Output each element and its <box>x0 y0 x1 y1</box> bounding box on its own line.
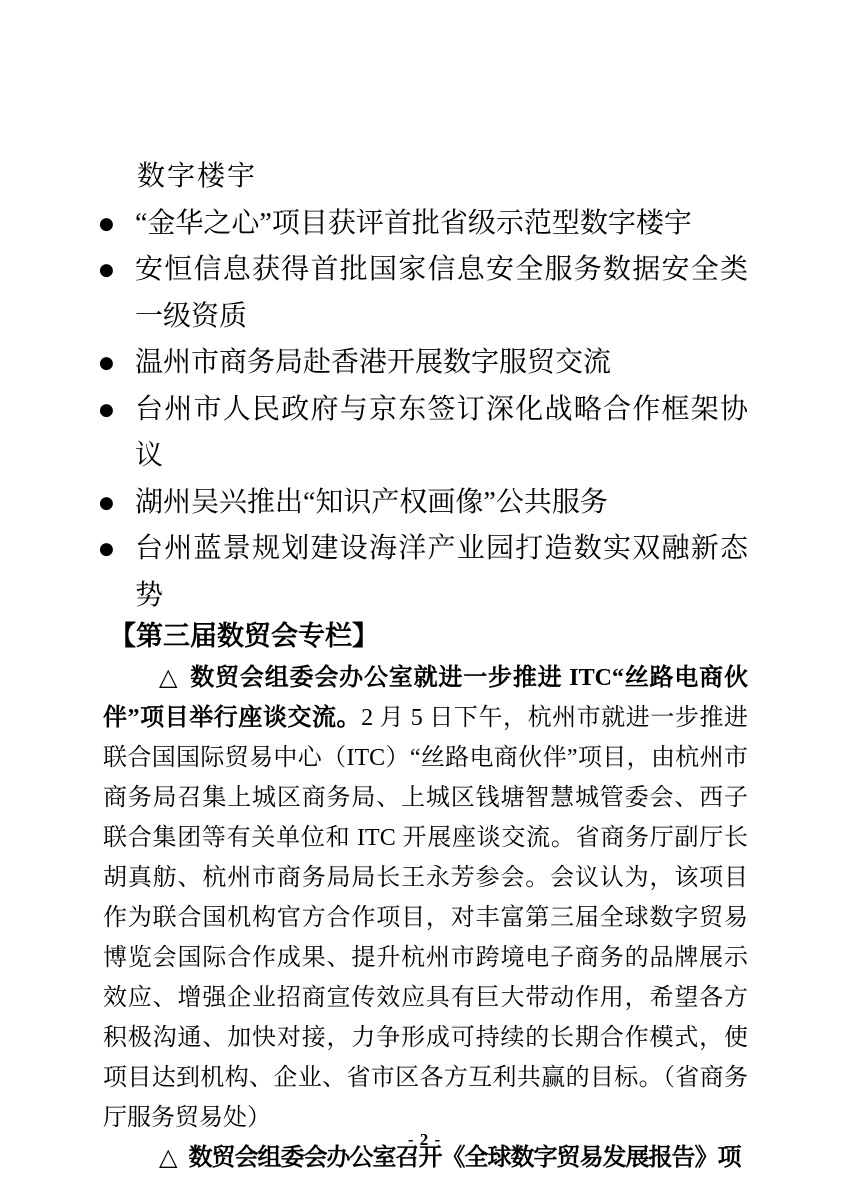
toc-item <box>99 340 748 387</box>
page-content <box>99 154 748 1178</box>
toc-item <box>99 480 748 527</box>
toc-item-text: 台州蓝景规划建设海洋产业园打造数实双融新态势 <box>135 533 748 611</box>
toc-item-text: “金华之心”项目获评首批省级示范型数字楼宇 <box>135 207 692 239</box>
paragraph-marker: △ <box>159 1145 177 1171</box>
bullet-marker: ● <box>99 492 114 513</box>
bullet-marker: ● <box>99 399 114 420</box>
toc-item-text: 温州市商务局赴香港开展数字服贸交流 <box>135 347 612 378</box>
toc-item-text: 安恒信息获得首批国家信息安全服务数据安全类一级资质 <box>135 254 748 332</box>
toc-item-text: 台州市人民政府与京东签订深化战略合作框架协议 <box>135 393 748 471</box>
toc-item <box>99 201 748 248</box>
toc-item <box>99 387 748 480</box>
article-paragraph <box>103 658 748 1138</box>
bullet-marker: ● <box>99 213 114 234</box>
bullet-marker: ● <box>99 260 114 280</box>
page-number: - 2 - <box>407 1130 442 1149</box>
toc-item <box>99 247 748 340</box>
article-lead-bold: 数贸会组委会办公室召开《全球数字贸易发展报告》项 <box>188 1145 741 1171</box>
bullet-marker: ● <box>99 539 114 559</box>
paragraph-marker: △ <box>159 665 179 691</box>
toc-item-text: 湖州吴兴推出“知识产权画像”公共服务 <box>135 486 608 518</box>
article-body-text: 2 月 5 日下午，杭州市就进一步推进联合国国际贸易中心（ITC）“丝路电商伙伴”项目，由杭州市商务局召集上城区商务局、上城区钱塘智慧城管委会、西子联合集团等有关单位和 ITC 开展座谈交流。省商务厅副厅长胡真舫、杭州市商务局局长王永芳参会。会议认为，该项目作为联合国机构官方合作项目，对丰富第三届全球数字贸易博览会国际合作成果、提升杭州市跨境电子商务的品牌展示效应、增强企业招商宣传效应具有巨大带动作用，希望各方积极沟通、加快对接，力争形成可持续的长期合作模式，使项目达到机构、企业、省市区各方互利共赢的目标。（省商务厅服务贸易处） <box>103 705 749 1131</box>
bullet-marker: ● <box>99 353 114 373</box>
toc-carryover-line: 数字楼宇 <box>137 161 258 192</box>
article-lead-bold: 数贸会组委会办公室就进一步推进 ITC“丝路电商伙伴”项目举行座谈交流。 <box>103 665 748 731</box>
section-header: 【第三届数贸会专栏】 <box>109 621 379 651</box>
toc-item <box>99 526 748 619</box>
